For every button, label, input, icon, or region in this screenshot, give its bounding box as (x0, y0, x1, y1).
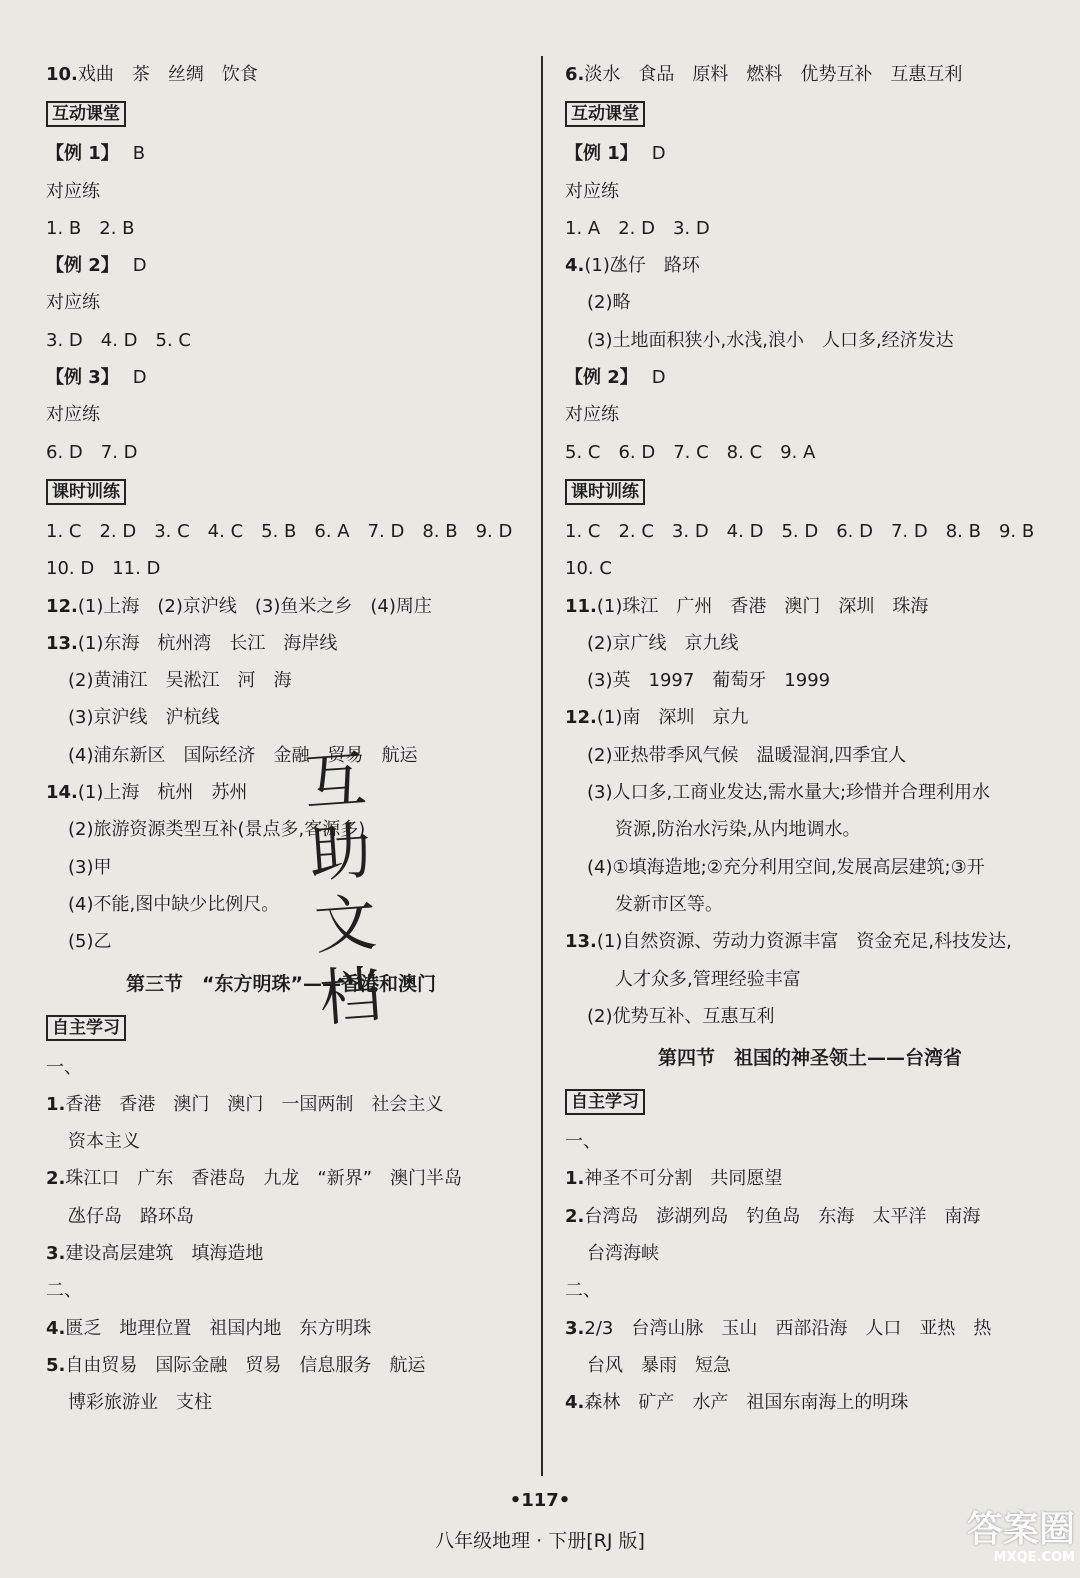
answer-line (565, 1160, 1055, 1197)
answer-line (565, 1123, 1055, 1160)
question-number: 14. (46, 782, 78, 804)
answer-text: (4)不能,图中缺少比例尺。 (68, 893, 280, 915)
section-label: 自主学习 (565, 1089, 645, 1115)
answer-text: 台风 暴雨 短急 (587, 1354, 731, 1376)
answer-line (46, 625, 516, 662)
example-value: D (132, 255, 147, 277)
answer-text: 二、 (46, 1280, 82, 1302)
section-box-row (565, 93, 1055, 135)
answer-text: 6. D 7. D (46, 441, 138, 463)
section-title: 第四节 祖国的神圣领土——台湾省 (657, 1047, 962, 1070)
answer-line (46, 662, 516, 699)
question-number: 4. (565, 1392, 585, 1414)
answer-line (565, 737, 1055, 774)
answer-line (565, 886, 1055, 923)
answer-line (46, 1384, 516, 1421)
answer-text: 二、 (565, 1280, 601, 1302)
question-number: 5. (46, 1354, 66, 1376)
answer-line (565, 699, 1055, 736)
answer-text: (1)氹仔 路环 (584, 255, 700, 277)
answer-line (565, 56, 1055, 93)
answer-text: 对应练 (46, 292, 100, 314)
answer-line (565, 662, 1055, 699)
answer-line (565, 173, 1055, 210)
answer-line (46, 396, 516, 433)
example-value: B (132, 143, 146, 165)
answer-line (565, 1198, 1055, 1235)
section-box-row (565, 1081, 1055, 1123)
answer-text: (3)人口多,工商业发达,需水量大;珍惜并合理利用水 (587, 782, 991, 804)
answer-text: 对应练 (565, 404, 619, 426)
answer-text: 自由贸易 国际金融 贸易 信息服务 航运 (65, 1354, 426, 1376)
answer-text: 10. C (565, 558, 612, 580)
section-box-row (46, 471, 516, 513)
example-answer (565, 359, 1055, 396)
answer-text: 建设高层建筑 填海造地 (65, 1243, 264, 1265)
answer-text: 对应练 (46, 404, 100, 426)
question-number: 1. (565, 1168, 585, 1190)
answer-line (565, 1272, 1055, 1309)
answer-text: (5)乙 (68, 931, 112, 953)
answer-line (565, 550, 1055, 587)
answer-line (46, 210, 516, 247)
answer-line (46, 1123, 516, 1160)
answer-text: 一、 (46, 1056, 82, 1078)
answer-line (565, 1384, 1055, 1421)
answer-text: (2)亚热带季风气候 温暖湿润,四季宜人 (587, 744, 907, 766)
answer-line (565, 247, 1055, 284)
answer-text: (2)旅游资源类型互补(景点多,客源多) (68, 819, 366, 841)
question-number: 4. (46, 1317, 66, 1339)
answer-line (565, 1235, 1055, 1272)
answer-line (565, 588, 1055, 625)
answer-text: 台湾岛 澎湖列岛 钓鱼岛 东海 太平洋 南海 (584, 1205, 981, 1227)
section-title: 第三节 “东方明珠”——香港和澳门 (126, 972, 436, 995)
example-answer (565, 135, 1055, 172)
answer-line (46, 56, 516, 93)
answer-line (565, 1310, 1055, 1347)
section-label: 课时训练 (46, 479, 126, 505)
answer-text: 博彩旅游业 支柱 (68, 1392, 212, 1414)
question-number: 2. (46, 1168, 66, 1190)
answer-line (46, 1235, 516, 1272)
answer-text: (2)优势互补、互惠互利 (587, 1005, 775, 1027)
example-value: D (651, 143, 666, 165)
answer-text: 对应练 (565, 180, 619, 202)
answer-text: (1)自然资源、劳动力资源丰富 资金充足,科技发达, (596, 931, 1012, 953)
answer-line (46, 173, 516, 210)
example-answer (46, 135, 516, 172)
section-label: 自主学习 (46, 1015, 126, 1041)
answer-text: 资本主义 (68, 1131, 140, 1153)
handwritten-stamp: 互 助 文 档 (301, 742, 384, 1035)
page-number: •117• (509, 1490, 571, 1511)
answer-line (565, 849, 1055, 886)
answer-text: 资源,防治水污染,从内地调水。 (615, 819, 861, 841)
answer-line (46, 1347, 516, 1384)
answer-text: (1)上海 杭州 苏州 (77, 782, 248, 804)
example-value: D (132, 367, 147, 389)
answer-text: 1. B 2. B (46, 217, 135, 239)
question-number: 3. (565, 1317, 585, 1339)
answer-text: 森林 矿产 水产 祖国东南海上的明珠 (584, 1392, 909, 1414)
answer-line (565, 210, 1055, 247)
answer-line (46, 699, 516, 736)
answer-line (46, 1049, 516, 1086)
left-column (46, 56, 516, 1422)
answer-text: 神圣不可分割 共同愿望 (584, 1168, 783, 1190)
answer-text: 一、 (565, 1131, 601, 1153)
answer-text: 珠江口 广东 香港岛 九龙 “新界” 澳门半岛 (65, 1168, 463, 1190)
answer-line (565, 284, 1055, 321)
answer-text: (2)京广线 京九线 (587, 632, 739, 654)
answer-text: 台湾海峡 (587, 1243, 659, 1265)
answer-text: 3. D 4. D 5. C (46, 329, 191, 351)
answer-line (565, 998, 1055, 1035)
answer-line (565, 961, 1055, 998)
question-number: 11. (565, 595, 597, 617)
question-number: 13. (46, 632, 78, 654)
answer-text: 5. C 6. D 7. C 8. C 9. A (565, 441, 816, 463)
example-label: 【例 3】 (46, 367, 119, 389)
answer-line (46, 284, 516, 321)
example-label: 【例 1】 (565, 143, 638, 165)
question-number: 6. (565, 64, 585, 85)
answer-line (46, 1086, 516, 1123)
answer-line (565, 923, 1055, 960)
answer-text: 1. C 2. D 3. C 4. C 5. B 6. A 7. D 8. B 9. D (46, 520, 513, 542)
section-box-row (565, 471, 1055, 513)
answer-line (46, 550, 516, 587)
answer-line (565, 322, 1055, 359)
answer-line (565, 396, 1055, 433)
answer-line (46, 513, 516, 550)
question-number: 13. (565, 931, 597, 953)
answer-text: 氹仔岛 路环岛 (68, 1205, 194, 1227)
question-number: 2. (565, 1205, 585, 1227)
question-number: 12. (46, 595, 78, 617)
example-answer (46, 359, 516, 396)
answer-line (46, 1272, 516, 1309)
answer-text: 10. D 11. D (46, 558, 161, 580)
answer-line (46, 588, 516, 625)
answer-text: (2)黄浦江 吴淞江 河 海 (68, 670, 292, 692)
section-label: 互动课堂 (565, 101, 645, 127)
answer-text: 发新市区等。 (615, 893, 723, 915)
answer-line (46, 434, 516, 471)
example-label: 【例 2】 (46, 255, 119, 277)
answer-text: 1. C 2. C 3. D 4. D 5. D 6. D 7. D 8. B 9. B (565, 520, 1035, 542)
example-label: 【例 1】 (46, 143, 119, 165)
answer-line (565, 625, 1055, 662)
answer-text: (3)土地面积狭小,水浅,浪小 人口多,经济发达 (587, 329, 954, 351)
answer-text: (3)京沪线 沪杭线 (68, 707, 220, 729)
question-number: 1. (46, 1093, 66, 1115)
answer-line (565, 434, 1055, 471)
answer-text: (3)甲 (68, 856, 112, 878)
answer-text: (1)珠江 广州 香港 澳门 深圳 珠海 (596, 595, 929, 617)
answer-line (46, 1310, 516, 1347)
example-answer (46, 247, 516, 284)
watermark-logo: 答案圈 MXQE.COM (966, 1509, 1075, 1565)
answer-text: 匮乏 地理位置 祖国内地 东方明珠 (65, 1317, 372, 1339)
question-number: 12. (565, 707, 597, 729)
answer-text: (1)南 深圳 京九 (596, 707, 749, 729)
answer-text: (3)英 1997 葡萄牙 1999 (587, 670, 831, 692)
answer-text: 香港 香港 澳门 澳门 一国两制 社会主义 (65, 1093, 444, 1115)
question-number: 10. (46, 64, 78, 85)
answer-text: 对应练 (46, 180, 100, 202)
answer-line (46, 1198, 516, 1235)
answer-text: 人才众多,管理经验丰富 (615, 968, 801, 990)
question-number: 4. (565, 255, 585, 277)
column-divider (541, 56, 543, 1476)
right-column (565, 56, 1055, 1422)
section-label: 互动课堂 (46, 101, 126, 127)
answer-line (565, 811, 1055, 848)
question-number: 3. (46, 1243, 66, 1265)
answer-text: 2/3 台湾山脉 玉山 西部沿海 人口 亚热 热 (584, 1317, 992, 1339)
example-label: 【例 2】 (565, 367, 638, 389)
answer-text: 戏曲 茶 丝绸 饮食 (77, 64, 258, 85)
answer-line (46, 1160, 516, 1197)
answer-line (565, 1347, 1055, 1384)
section-box-row (46, 93, 516, 135)
answer-line (565, 774, 1055, 811)
book-title-footer: 八年级地理 · 下册[RJ 版] (435, 1530, 645, 1552)
answer-line (565, 513, 1055, 550)
answer-text: (1)东海 杭州湾 长江 海岸线 (77, 632, 338, 654)
answer-text: 1. A 2. D 3. D (565, 217, 710, 239)
answer-line (46, 322, 516, 359)
example-value: D (651, 367, 666, 389)
answer-text: (1)上海 (2)京沪线 (3)鱼米之乡 (4)周庄 (77, 595, 432, 617)
answer-text: (4)浦东新区 国际经济 金融 贸易 航运 (68, 744, 418, 766)
answer-text: (2)略 (587, 292, 631, 314)
section-label: 课时训练 (565, 479, 645, 505)
answer-text: 淡水 食品 原料 燃料 优势互补 互惠互利 (584, 64, 963, 85)
answer-text: (4)①填海造地;②充分利用空间,发展高层建筑;③开 (587, 856, 985, 878)
